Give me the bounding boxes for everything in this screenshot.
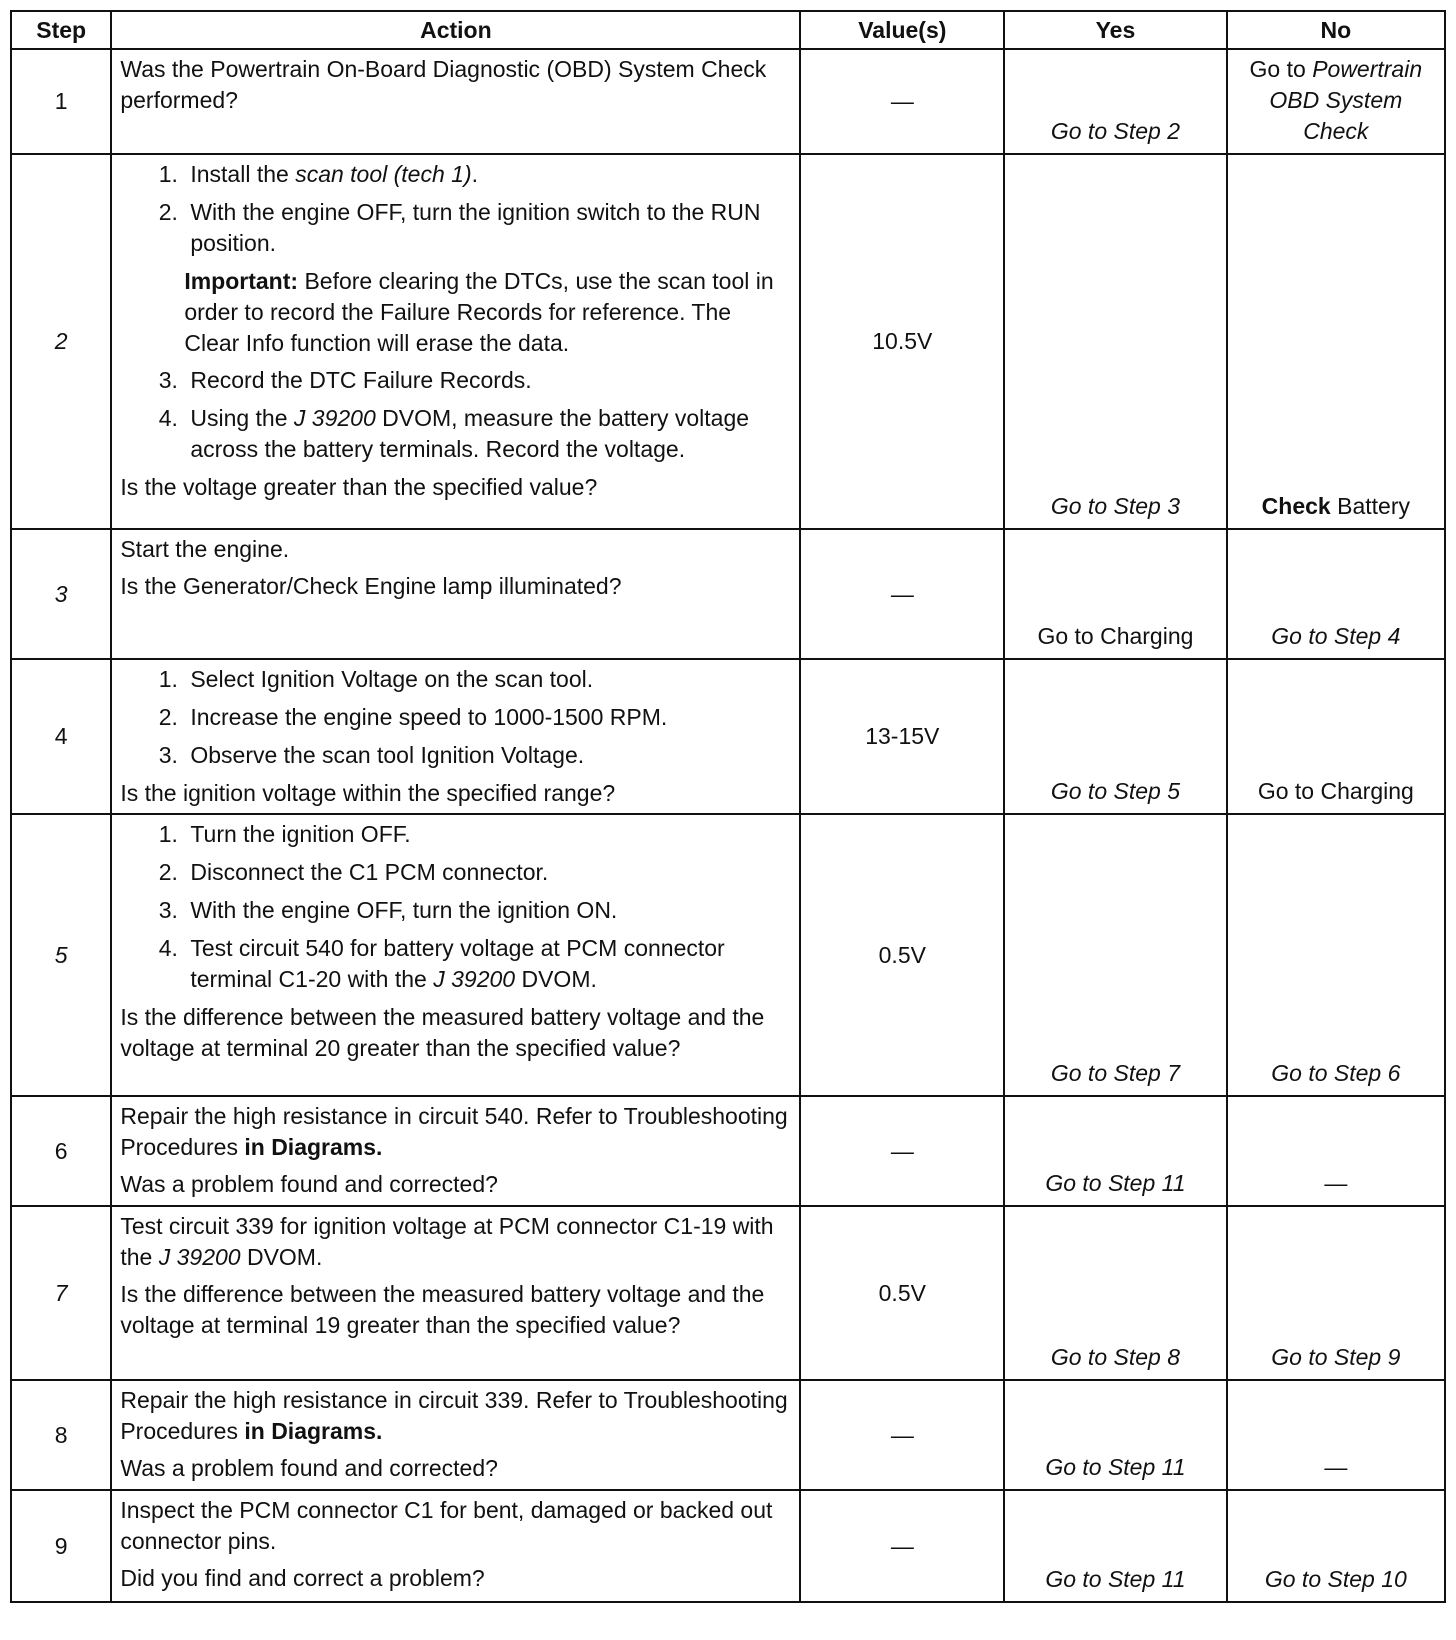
yes-cell: Go to Step 11 (1004, 1380, 1226, 1490)
question-text: Is the Generator/Check Engine lamp illuminated? (120, 573, 622, 599)
table-row (11, 154, 1445, 529)
table-row (11, 1096, 1445, 1206)
yes-cell: Go to Step 7 (1004, 814, 1226, 1096)
table-row (11, 49, 1445, 154)
action-cell (111, 154, 800, 529)
list-item: 3. With the engine OFF, turn the ignition ON. (184, 895, 791, 926)
step-number: 8 (11, 1380, 111, 1490)
list-item: 4. Using the J 39200 DVOM, measure the battery voltage across the battery terminals. Record the voltage. (184, 403, 791, 465)
table-row (11, 1380, 1445, 1490)
step-number: 9 (11, 1490, 111, 1602)
action-cell (111, 1096, 800, 1206)
step-number: 2 (11, 154, 111, 529)
step-number: 7 (11, 1206, 111, 1380)
action-cell (111, 1206, 800, 1380)
value-cell: — (800, 1096, 1004, 1206)
yes-cell: Go to Charging (1004, 529, 1226, 659)
no-prefix: Go to (1249, 56, 1313, 82)
no-cell: Go to Step 6 (1227, 814, 1445, 1096)
no-cell: Go to Step 10 (1227, 1490, 1445, 1602)
value-cell: 10.5V (800, 154, 1004, 529)
question-text: Was a problem found and corrected? (120, 1171, 498, 1197)
table-row (11, 814, 1445, 1096)
step-number: 3 (11, 529, 111, 659)
action-text: Inspect the PCM connector C1 for bent, damaged or backed out connector pins. (120, 1497, 773, 1554)
action-text: Repair the high resistance in circuit 339. Refer to Troubleshooting Procedures in Diagrams. (120, 1387, 788, 1444)
no-cell: Go to Step 4 (1227, 529, 1445, 659)
action-cell (111, 814, 800, 1096)
procedure-list (120, 819, 791, 995)
value-cell: 13-15V (800, 659, 1004, 814)
diagnostic-table (10, 10, 1446, 1603)
no-cell (1227, 49, 1445, 154)
table-row (11, 529, 1445, 659)
step-number: 1 (11, 49, 111, 154)
value-cell: 0.5V (800, 814, 1004, 1096)
step-number: 4 (11, 659, 111, 814)
list-item: 1. Install the scan tool (tech 1). (184, 159, 791, 190)
no-cell: — (1227, 1380, 1445, 1490)
question-text: Is the difference between the measured battery voltage and the voltage at terminal 20 greater than the specified value? (120, 1004, 765, 1061)
procedure-list (120, 159, 791, 259)
list-item: 4. Test circuit 540 for battery voltage at PCM connector terminal C1-20 with the J 39200 DVOM. (184, 933, 791, 995)
important-note: Important: Before clearing the DTCs, use the scan tool in order to record the Failure Records for reference. The Clear Info function will erase the data. (184, 268, 774, 356)
no-cell: Go to Charging (1227, 659, 1445, 814)
step-number: 5 (11, 814, 111, 1096)
table-row (11, 1490, 1445, 1602)
yes-cell: Go to Step 8 (1004, 1206, 1226, 1380)
question-text: Did you find and correct a problem? (120, 1565, 485, 1591)
yes-cell: Go to Step 3 (1004, 154, 1226, 529)
value-cell: — (800, 529, 1004, 659)
yes-cell: Go to Step 2 (1004, 49, 1226, 154)
value-cell: — (800, 49, 1004, 154)
no-cell: Check Battery (1227, 154, 1445, 529)
yes-cell: Go to Step 11 (1004, 1096, 1226, 1206)
header-action: Action (111, 11, 800, 49)
action-cell (111, 529, 800, 659)
no-cell: — (1227, 1096, 1445, 1206)
step-number: 6 (11, 1096, 111, 1206)
action-text: Start the engine. (120, 536, 290, 562)
action-cell (111, 659, 800, 814)
action-cell (111, 1380, 800, 1490)
yes-cell: Go to Step 5 (1004, 659, 1226, 814)
question-text: Is the ignition voltage within the specified range? (120, 780, 616, 806)
list-item: 3. Record the DTC Failure Records. (184, 365, 791, 396)
table-row (11, 659, 1445, 814)
list-item: 2. With the engine OFF, turn the ignition switch to the RUN position. (184, 197, 791, 259)
header-row (11, 11, 1445, 49)
no-target: Powertrain OBD System Check (1269, 56, 1423, 144)
question-text: Was a problem found and corrected? (120, 1455, 498, 1481)
header-values: Value(s) (800, 11, 1004, 49)
list-item: 2. Disconnect the C1 PCM connector. (184, 857, 791, 888)
action-text: Test circuit 339 for ignition voltage at PCM connector C1-19 with the J 39200 DVOM. (120, 1213, 774, 1270)
value-cell: 0.5V (800, 1206, 1004, 1380)
value-cell: — (800, 1490, 1004, 1602)
procedure-list (120, 365, 791, 465)
action-cell (111, 49, 800, 154)
action-text: Was the Powertrain On-Board Diagnostic (OBD) System Check performed? (120, 56, 767, 113)
header-no: No (1227, 11, 1445, 49)
table-row (11, 1206, 1445, 1380)
question-text: Is the difference between the measured battery voltage and the voltage at terminal 19 greater than the specified value? (120, 1281, 765, 1338)
list-item: 1. Select Ignition Voltage on the scan tool. (184, 664, 791, 695)
list-item: 3. Observe the scan tool Ignition Voltage. (184, 740, 791, 771)
action-cell (111, 1490, 800, 1602)
no-cell: Go to Step 9 (1227, 1206, 1445, 1380)
header-step: Step (11, 11, 111, 49)
question-text: Is the voltage greater than the specified value? (120, 474, 598, 500)
header-yes: Yes (1004, 11, 1226, 49)
value-cell: — (800, 1380, 1004, 1490)
list-item: 1. Turn the ignition OFF. (184, 819, 791, 850)
procedure-list (120, 664, 791, 771)
action-text: Repair the high resistance in circuit 540. Refer to Troubleshooting Procedures in Diagrams. (120, 1103, 788, 1160)
list-item: 2. Increase the engine speed to 1000-1500 RPM. (184, 702, 791, 733)
yes-cell: Go to Step 11 (1004, 1490, 1226, 1602)
